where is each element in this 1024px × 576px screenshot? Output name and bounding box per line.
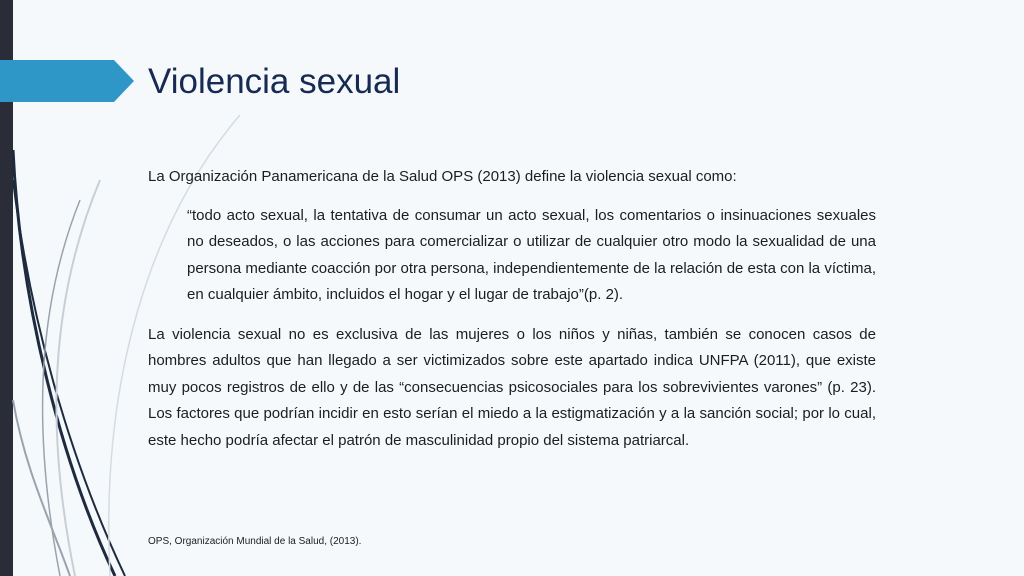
- slide-title: Violencia sexual: [148, 62, 401, 101]
- footnote-citation: OPS, Organización Mundial de la Salud, (2013).: [148, 536, 362, 547]
- body-paragraph: La violencia sexual no es exclusiva de las mujeres o los niños y niñas, también se conocen casos de hombres adultos que han llegado a ser victimizados sobre este apartado indica UNFPA (2011), que existe muy pocos registros de ello y de las “consecuencias psicosociales para los sobrevivientes varones” (p. 23). Los factores que podrían incidir en esto serían el miedo a la estigmatización y a la sanción social; por lo cual, este hecho podría afectar el patrón de masculinidad propio del sistema patriarcal.: [148, 325, 876, 449]
- title-accent-arrow: [0, 60, 134, 102]
- definition-quote: “todo acto sexual, la tentativa de consumar un acto sexual, los comentarios o insinuaciones sexuales no deseados, o las acciones para comercializar o utilizar de cualquier otro modo la sexualidad de una persona mediante coacción por otra persona, independientemente de la relación de esta con la víctima, en cualquier ámbito, incluidos el hogar y el lugar de trabajo”(p. 2).: [187, 206, 876, 303]
- intro-text: La Organización Panamericana de la Salud OPS (2013) define la violencia sexual como:: [148, 168, 737, 185]
- slide-body: [148, 164, 876, 454]
